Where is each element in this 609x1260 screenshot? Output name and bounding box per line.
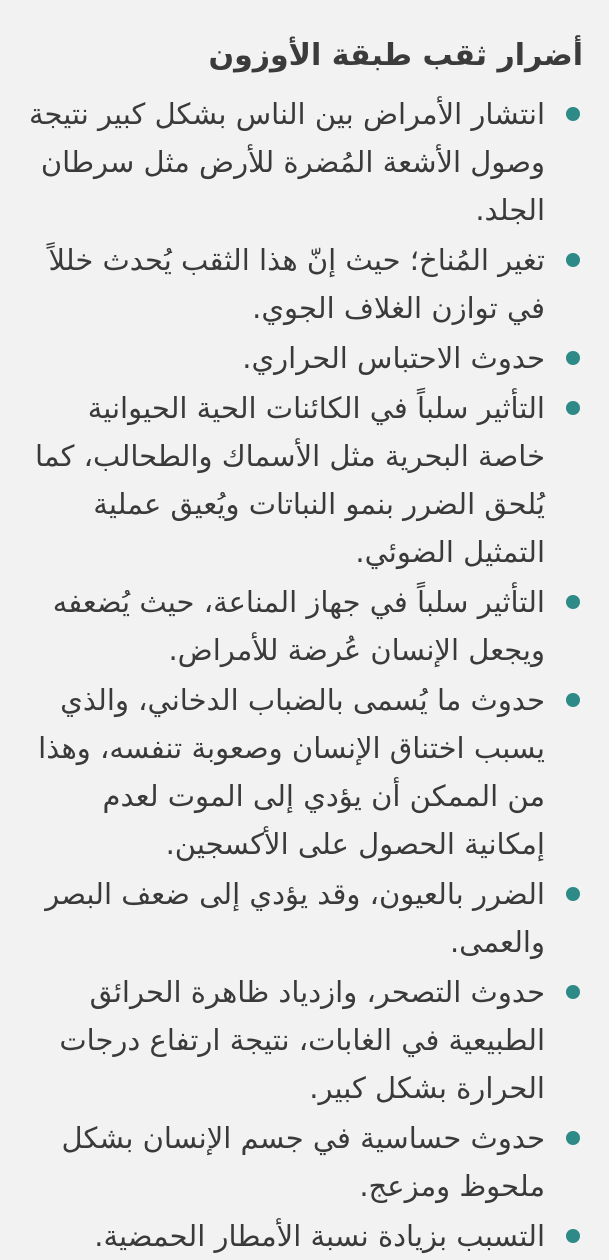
bullet-icon [566, 887, 580, 901]
list-item [20, 676, 583, 868]
list-item [20, 870, 583, 966]
bullet-icon [566, 351, 580, 365]
damages-list [20, 90, 583, 1260]
list-item [20, 236, 583, 332]
bullet-icon [566, 1229, 580, 1243]
list-item-text: حدوث التصحر، وازدياد ظاهرة الحرائق الطبيعية في الغابات، نتيجة ارتفاع درجات الحرارة بشكل كبير. [59, 975, 545, 1105]
list-item [20, 384, 583, 576]
bullet-icon [566, 107, 580, 121]
list-item-text: التأثير سلباً في جهاز المناعة، حيث يُضعفه ويجعل الإنسان عُرضة للأمراض. [52, 585, 545, 667]
list-item [20, 968, 583, 1112]
list-item [20, 90, 583, 234]
list-item-text: حدوث الاحتباس الحراري. [242, 341, 545, 375]
bullet-icon [566, 401, 580, 415]
bullet-icon [566, 985, 580, 999]
list-item-text: التأثير سلباً في الكائنات الحية الحيوانية خاصة البحرية مثل الأسماك والطحالب، كما يُلحق الضرر بنمو النباتات ويُعيق عملية التمثيل الضوئي. [35, 391, 545, 569]
list-item-text: التسبب بزيادة نسبة الأمطار الحمضية. [94, 1219, 545, 1253]
list-item [20, 334, 583, 382]
list-item [20, 1114, 583, 1210]
bullet-icon [566, 693, 580, 707]
list-item-text: حدوث حساسية في جسم الإنسان بشكل ملحوظ ومزعج. [61, 1121, 545, 1203]
bullet-icon [566, 595, 580, 609]
bullet-icon [566, 253, 580, 267]
list-item-text: الضرر بالعيون، وقد يؤدي إلى ضعف البصر والعمى. [45, 877, 545, 959]
list-item [20, 1212, 583, 1260]
page-title: أضرار ثقب طبقة الأوزون [208, 38, 583, 73]
list-item [20, 578, 583, 674]
list-item-text: حدوث ما يُسمى بالضباب الدخاني، والذي يسبب اختناق الإنسان وصعوبة تنفسه، وهذا من الممكن أن يؤدي إلى الموت لعدم إمكانية الحصول على الأكسجين. [38, 683, 545, 861]
list-item-text: تغير المُناخ؛ حيث إنّ هذا الثقب يُحدث خللاً في توازن الغلاف الجوي. [48, 243, 545, 325]
bullet-icon [566, 1131, 580, 1145]
list-item-text: انتشار الأمراض بين الناس بشكل كبير نتيجة وصول الأشعة المُضرة للأرض مثل سرطان الجلد. [29, 97, 545, 227]
